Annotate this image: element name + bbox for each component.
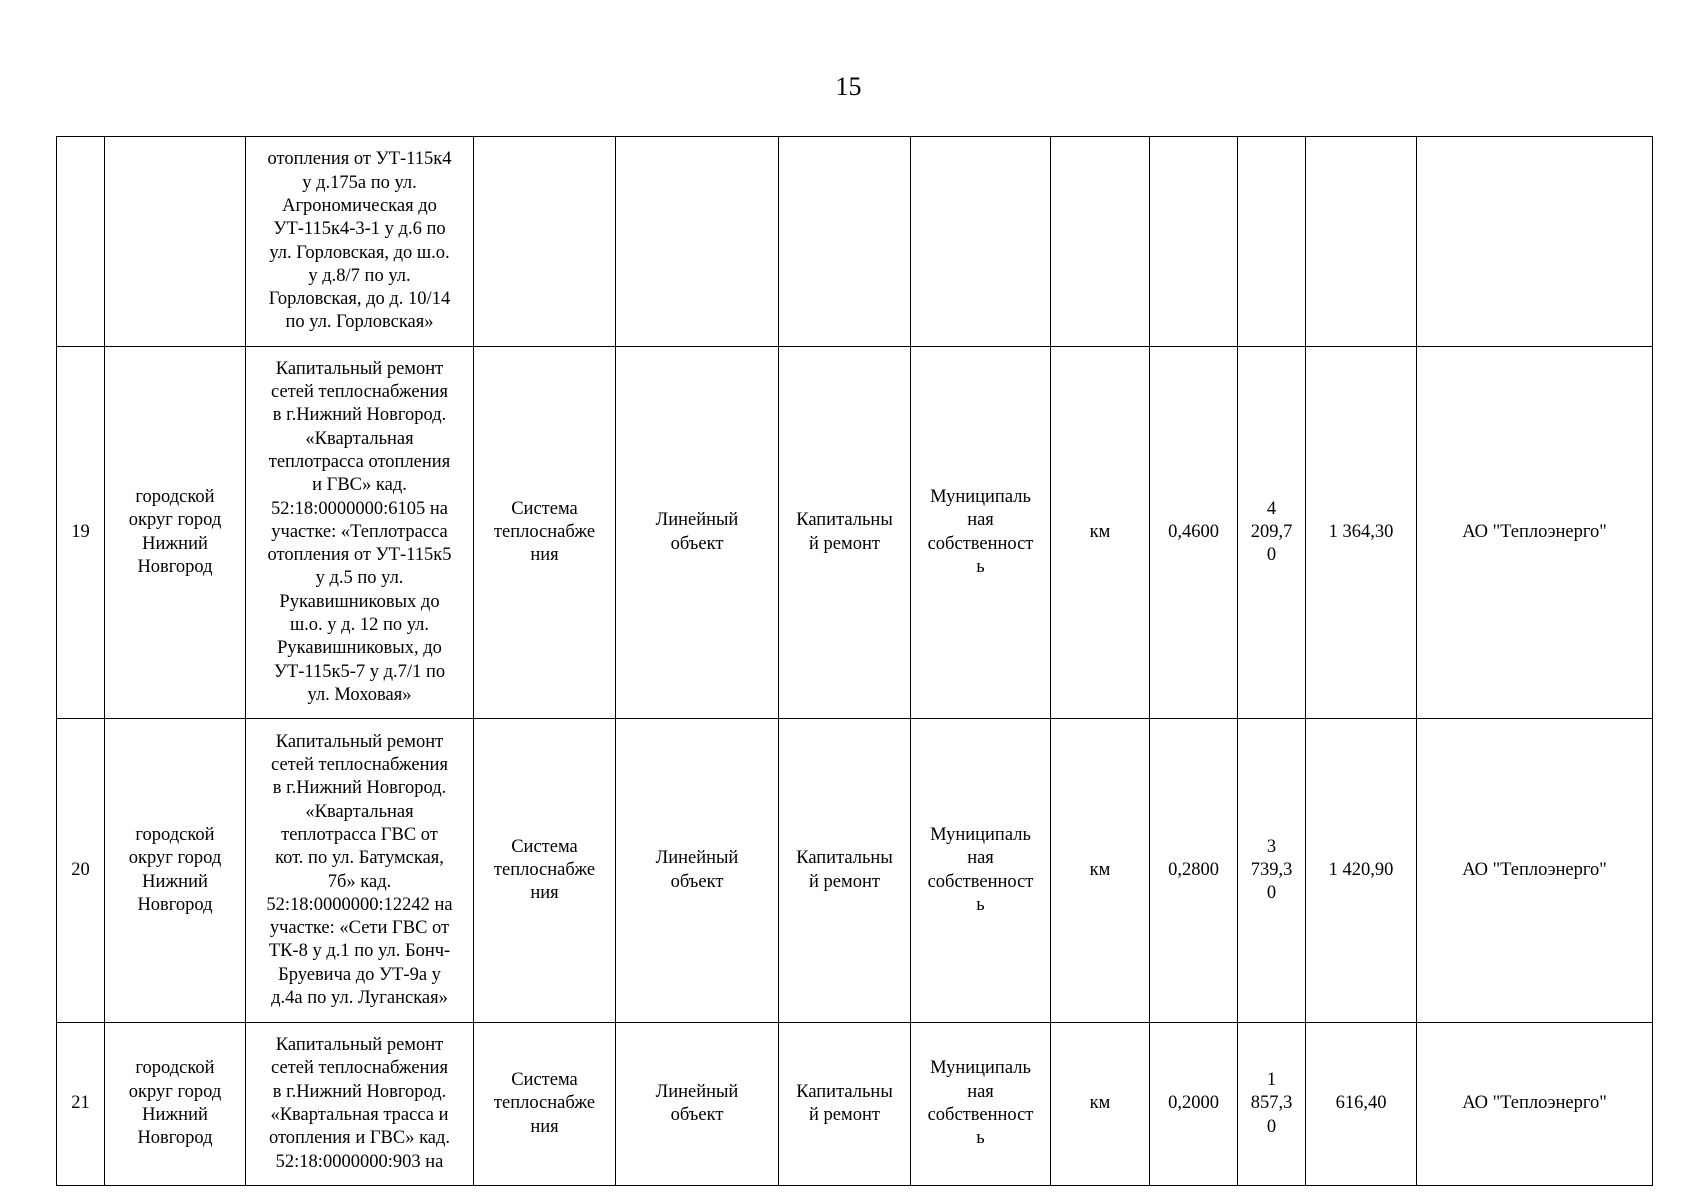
ownership-cell [911,137,1051,347]
unit-cell: км [1051,347,1150,719]
page-number: 15 [835,72,862,101]
value-cell: 1 420,90 [1306,719,1417,1023]
object-type-cell: Линейный объект [616,1023,779,1186]
organization-cell: АО "Теплоэнерго" [1417,719,1653,1023]
system-cell: Система теплоснабже ния [474,1023,616,1186]
unit-cell: км [1051,1023,1150,1186]
municipality-cell: городской округ город Нижний Новгород [105,1023,246,1186]
cost-cell [1238,137,1306,347]
project-description-cell: Капитальный ремонт сетей теплоснабжения в г.Нижний Новгород. «Квартальная теплотрасса отопления и ГВС» кад. 52:18:0000000:6105 на участке: «Теплотрасса отопления от УТ-115к5 у д.5 по ул. Рукавишниковых до ш.о. у д. 12 по ул. Рукавишниковых, до УТ-115к5-7 у д.7/1 по ул. Моховая» [246,347,474,719]
quantity-cell: 0,2800 [1150,719,1238,1023]
work-type-cell: Капитальны й ремонт [779,347,911,719]
project-description-cell: отопления от УТ-115к4 у д.175а по ул. Агрономическая до УТ-115к4-3-1 у д.6 по ул. Горловская, до ш.о. у д.8/7 по ул. Горловская, до д. 10/14 по ул. Горловская» [246,137,474,347]
work-type-cell: Капитальны й ремонт [779,719,911,1023]
object-type-cell: Линейный объект [616,719,779,1023]
cost-cell: 4 209,7 0 [1238,347,1306,719]
investment-program-table [56,136,1653,1186]
quantity-cell: 0,4600 [1150,347,1238,719]
cost-cell: 3 739,3 0 [1238,719,1306,1023]
value-cell [1306,137,1417,347]
project-description-cell: Капитальный ремонт сетей теплоснабжения в г.Нижний Новгород. «Квартальная теплотрасса ГВС от кот. по ул. Батумская, 7б» кад. 52:18:0000000:12242 на участке: «Сети ГВС от ТК-8 у д.1 по ул. Бонч- Бруевича до УТ-9а у д.4а по ул. Луганская» [246,719,474,1023]
project-description-cell: Капитальный ремонт сетей теплоснабжения в г.Нижний Новгород. «Квартальная трасса и отопления и ГВС» кад. 52:18:0000000:903 на [246,1023,474,1186]
system-cell: Система теплоснабже ния [474,719,616,1023]
table-row [57,719,1653,1023]
object-type-cell: Линейный объект [616,347,779,719]
row-number-cell: 21 [57,1023,105,1186]
organization-cell [1417,137,1653,347]
ownership-cell: Муниципаль ная собственност ь [911,719,1051,1023]
row-number-cell [57,137,105,347]
object-type-cell [616,137,779,347]
system-cell [474,137,616,347]
unit-cell: км [1051,719,1150,1023]
ownership-cell: Муниципаль ная собственност ь [911,1023,1051,1186]
municipality-cell: городской округ город Нижний Новгород [105,719,246,1023]
municipality-cell [105,137,246,347]
ownership-cell: Муниципаль ная собственност ь [911,347,1051,719]
row-number-cell: 20 [57,719,105,1023]
quantity-cell [1150,137,1238,347]
cost-cell: 1 857,3 0 [1238,1023,1306,1186]
table-row [57,1023,1653,1186]
organization-cell: АО "Теплоэнерго" [1417,1023,1653,1186]
unit-cell [1051,137,1150,347]
system-cell: Система теплоснабже ния [474,347,616,719]
value-cell: 616,40 [1306,1023,1417,1186]
work-type-cell [779,137,911,347]
table-row [57,137,1653,347]
organization-cell: АО "Теплоэнерго" [1417,347,1653,719]
table-row [57,347,1653,719]
row-number-cell: 19 [57,347,105,719]
municipality-cell: городской округ город Нижний Новгород [105,347,246,719]
value-cell: 1 364,30 [1306,347,1417,719]
work-type-cell: Капитальны й ремонт [779,1023,911,1186]
quantity-cell: 0,2000 [1150,1023,1238,1186]
